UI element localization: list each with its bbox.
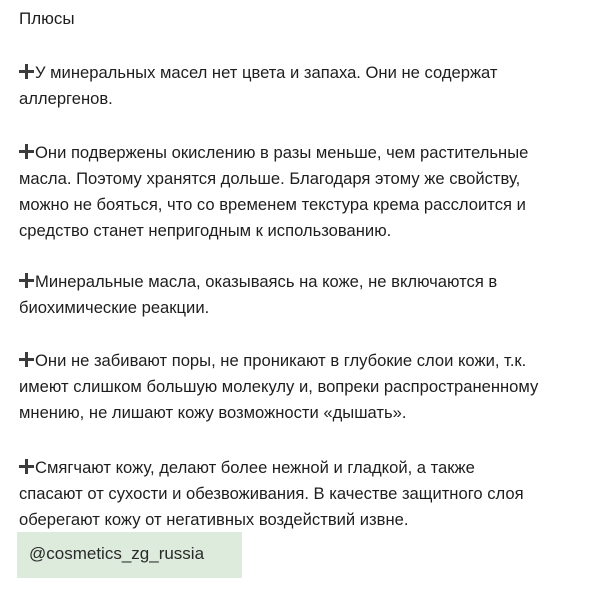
plus-icon — [19, 64, 34, 79]
pro-item-1-line-2: аллергенов. — [19, 89, 113, 108]
page-title: Плюсы — [19, 9, 75, 28]
pro-item-4-line-1: Они не забивают поры, не проникают в глубокие слои кожи, т.к. — [19, 348, 589, 374]
pro-item-2-line-3: можно не бояться, что со временем текстура крема расслоится и — [19, 195, 526, 214]
pro-item-5 — [19, 455, 589, 533]
pro-item-4 — [19, 348, 589, 426]
plus-icon — [19, 144, 34, 159]
pro-item-2-line-2: масла. Поэтому хранятся дольше. Благодаря этому же свойству, — [19, 169, 521, 188]
pro-item-2 — [19, 140, 589, 244]
pro-item-2-line-1: Они подвержены окислению в разы меньше, чем растительные — [19, 140, 589, 166]
pro-item-4-line-3: мнению, не лишают кожу возможности «дышать». — [19, 403, 407, 422]
plus-icon — [19, 273, 34, 288]
pro-item-2-line-4: средство станет непригодным к использованию. — [19, 221, 392, 240]
pro-item-5-line-1: Смягчают кожу, делают более нежной и гладкой, а также — [19, 455, 589, 481]
pro-item-3 — [19, 269, 589, 321]
pro-item-1-line-1: У минеральных масел нет цвета и запаха. Они не содержат — [19, 60, 589, 86]
pro-item-5-line-3: оберегают кожу от негативных воздействий извне. — [19, 510, 409, 529]
pro-item-5-line-2: спасают от сухости и обезвоживания. В качестве защитного слоя — [19, 484, 524, 503]
watermark-handle: @cosmetics_zg_russia — [29, 544, 205, 563]
watermark-badge — [17, 532, 242, 578]
plus-icon — [19, 459, 34, 474]
plus-icon — [19, 352, 34, 367]
pro-item-3-line-2: биохимические реакции. — [19, 298, 210, 317]
pro-item-4-line-2: имеют слишком большую молекулу и, вопреки распространенному — [19, 377, 539, 396]
pro-item-1 — [19, 60, 589, 112]
pro-item-3-line-1: Минеральные масла, оказываясь на коже, не включаются в — [19, 269, 589, 295]
